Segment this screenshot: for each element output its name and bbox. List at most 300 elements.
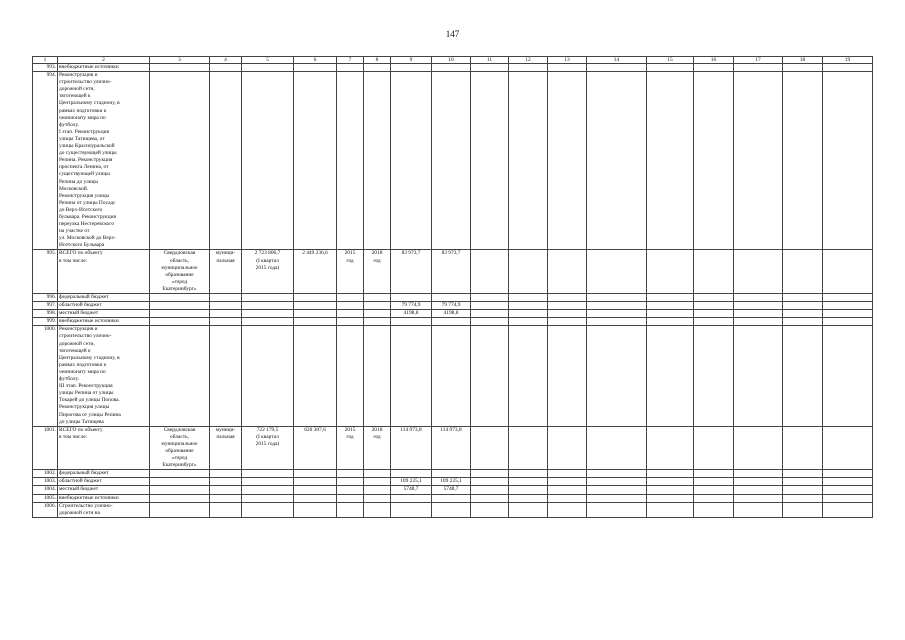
empty-cell [509,502,548,517]
empty-cell [509,494,548,502]
value-cell-c6: 620 307,6 [294,426,337,470]
value-cell-c6 [294,486,337,494]
empty-cell [587,326,647,426]
value-cell-c10 [432,502,471,517]
value-cell-c7 [337,302,364,310]
empty-cell [694,310,734,318]
empty-cell [548,318,587,326]
empty-cell [647,302,694,310]
value-cell-c5 [242,72,294,250]
empty-cell [694,502,734,517]
value-cell-c9 [391,494,432,502]
column-number-cell: 5 [242,57,294,64]
value-cell-c8 [364,470,391,478]
empty-cell [783,502,823,517]
empty-cell [734,302,783,310]
empty-cell [587,426,647,470]
value-cell-c8 [364,318,391,326]
value-cell-c5 [242,470,294,478]
value-cell-c6 [294,72,337,250]
empty-cell [471,64,509,72]
empty-cell [694,250,734,294]
empty-cell [471,326,509,426]
column-number-cell: 11 [471,57,509,64]
empty-cell [823,486,873,494]
value-cell-c6 [294,318,337,326]
empty-cell [548,250,587,294]
row-name-cell: федеральный бюджет [58,470,150,478]
row-name-cell: Реконструкция и строительство улично- дорожной сети, тяготеющей к Центральному стадиону, в рамках подготовки к чемпионату мира по футболу. III этап. Реконструкция улицы Репина от улицы Токарей до улицы Попова. Реконструкция улицы Пирогова от улицы Репина до улицы Татищева [58,326,150,426]
value-cell-c7 [337,294,364,302]
value-cell-c7 [337,502,364,517]
value-cell-c10 [432,72,471,250]
value-cell-c7 [337,486,364,494]
empty-cell [647,310,694,318]
value-cell-c3 [150,470,210,478]
value-cell-c8 [364,72,391,250]
empty-cell [823,318,873,326]
empty-cell [471,310,509,318]
row-name-cell: Реконструкция и строительство улично- дорожной сети, тяготеющей к Центральному стадиону, в рамках подготовки к чемпионату мира по футболу. I этап. Реконструкция улицы Татищева, от улицы Красноуральской до существующей улицы Репина. Реконструкция проспекта Ленина, от существующей улицы Репина до улицы Московской. Реконструкция улицы Репина от улицы Посадс до Верх-Исетского бульвара. Реконструкция переулка Нестеревского на участке от ул. Московской до Верх- Исетского Бульвара [58,72,150,250]
value-cell-c6 [294,494,337,502]
empty-cell [647,72,694,250]
value-cell-c10: 109 225,1 [432,478,471,486]
empty-cell [509,486,548,494]
value-cell-c8 [364,478,391,486]
empty-cell [509,470,548,478]
column-number-cell: 7 [337,57,364,64]
value-cell-c8 [364,302,391,310]
value-cell-c4 [210,494,242,502]
row-name-cell: внебюджетные источники [58,64,150,72]
value-cell-c4 [210,64,242,72]
value-cell-c3 [150,310,210,318]
empty-cell [783,494,823,502]
empty-cell [783,302,823,310]
value-cell-c4 [210,310,242,318]
value-cell-c9: 79 774,9 [391,302,432,310]
value-cell-c9 [391,294,432,302]
empty-cell [548,470,587,478]
empty-cell [783,426,823,470]
empty-cell [471,486,509,494]
row-name-cell: Строительство улично- дорожной сети на [58,502,150,517]
value-cell-c9: 4198,8 [391,310,432,318]
empty-cell [694,486,734,494]
value-cell-c4 [210,478,242,486]
row-number-cell: 996. [33,294,58,302]
row-number-cell: 1006. [33,502,58,517]
value-cell-c5 [242,502,294,517]
empty-cell [587,318,647,326]
value-cell-c5 [242,318,294,326]
value-cell-c8 [364,494,391,502]
value-cell-c8: 2018 год [364,250,391,294]
empty-cell [734,326,783,426]
empty-cell [823,502,873,517]
table-row [33,470,873,478]
empty-cell [823,470,873,478]
empty-cell [734,502,783,517]
empty-cell [647,326,694,426]
value-cell-c5 [242,326,294,426]
table-row [33,250,873,294]
value-cell-c10 [432,318,471,326]
value-cell-c4 [210,318,242,326]
value-cell-c8 [364,64,391,72]
value-cell-c4: муници- пальная [210,426,242,470]
value-cell-c9 [391,326,432,426]
empty-cell [587,478,647,486]
value-cell-c8 [364,326,391,426]
column-number-cell: 3 [150,57,210,64]
table-row [33,318,873,326]
empty-cell [823,310,873,318]
value-cell-c3 [150,478,210,486]
table-row [33,302,873,310]
value-cell-c5: 722 179,5 (I квартал 2015 года) [242,426,294,470]
value-cell-c4 [210,486,242,494]
empty-cell [647,318,694,326]
row-number-cell: 993. [33,64,58,72]
empty-cell [734,294,783,302]
column-number-cell: 15 [647,57,694,64]
value-cell-c4 [210,470,242,478]
value-cell-c10: 114 973,8 [432,426,471,470]
empty-cell [734,318,783,326]
column-number-cell: 8 [364,57,391,64]
empty-cell [587,470,647,478]
value-cell-c6: 2 449 236,6 [294,250,337,294]
column-number-cell: 12 [509,57,548,64]
empty-cell [694,302,734,310]
empty-cell [783,478,823,486]
empty-cell [509,250,548,294]
empty-cell [587,494,647,502]
column-number-cell: 16 [694,57,734,64]
value-cell-c9 [391,64,432,72]
row-number-cell: 995. [33,250,58,294]
empty-cell [647,470,694,478]
row-name-cell: ВСЕГО по объекту в том числе: [58,250,150,294]
value-cell-c7 [337,318,364,326]
empty-cell [509,426,548,470]
value-cell-c6 [294,502,337,517]
empty-cell [587,72,647,250]
empty-cell [694,72,734,250]
value-cell-c9: 114 973,8 [391,426,432,470]
row-number-cell: 1005. [33,494,58,502]
empty-cell [694,294,734,302]
empty-cell [509,318,548,326]
row-number-cell: 997. [33,302,58,310]
table-row [33,494,873,502]
empty-cell [509,310,548,318]
empty-cell [783,250,823,294]
table-row [33,486,873,494]
value-cell-c5 [242,294,294,302]
empty-cell [734,494,783,502]
empty-cell [647,426,694,470]
value-cell-c5: 2 723 806,7 (I квартал 2015 года) [242,250,294,294]
empty-cell [734,470,783,478]
value-cell-c9: 5748,7 [391,486,432,494]
value-cell-c6 [294,310,337,318]
empty-cell [823,494,873,502]
value-cell-c9: 109 225,1 [391,478,432,486]
value-cell-c7 [337,494,364,502]
empty-cell [509,326,548,426]
table-row [33,478,873,486]
empty-cell [694,326,734,426]
empty-cell [783,64,823,72]
empty-cell [548,494,587,502]
empty-cell [587,294,647,302]
column-number-cell: 9 [391,57,432,64]
value-cell-c7: 2015 год [337,250,364,294]
empty-cell [823,426,873,470]
empty-cell [548,302,587,310]
empty-cell [734,250,783,294]
empty-cell [548,64,587,72]
column-number-cell: 19 [823,57,873,64]
value-cell-c10 [432,326,471,426]
empty-cell [587,486,647,494]
value-cell-c8 [364,486,391,494]
empty-cell [783,326,823,426]
empty-cell [471,318,509,326]
value-cell-c5 [242,310,294,318]
empty-cell [694,494,734,502]
row-number-cell: 1002. [33,470,58,478]
value-cell-c3 [150,64,210,72]
empty-cell [694,470,734,478]
empty-cell [783,470,823,478]
empty-cell [734,72,783,250]
empty-cell [471,302,509,310]
value-cell-c3 [150,302,210,310]
column-number-cell: 17 [734,57,783,64]
value-cell-c4 [210,294,242,302]
empty-cell [823,64,873,72]
empty-cell [548,72,587,250]
value-cell-c7 [337,72,364,250]
row-number-cell: 994. [33,72,58,250]
empty-cell [471,294,509,302]
value-cell-c10 [432,470,471,478]
empty-cell [509,64,548,72]
empty-cell [587,302,647,310]
value-cell-c3 [150,502,210,517]
column-number-cell: 13 [548,57,587,64]
value-cell-c9 [391,318,432,326]
empty-cell [694,318,734,326]
table-row [33,72,873,250]
empty-cell [471,72,509,250]
value-cell-c4 [210,72,242,250]
empty-cell [548,502,587,517]
empty-cell [823,302,873,310]
empty-cell [471,502,509,517]
value-cell-c8 [364,502,391,517]
value-cell-c6 [294,326,337,426]
column-number-header [33,57,873,64]
empty-cell [783,318,823,326]
empty-cell [694,478,734,486]
empty-cell [548,486,587,494]
empty-cell [823,478,873,486]
value-cell-c5 [242,64,294,72]
empty-cell [471,470,509,478]
empty-cell [734,310,783,318]
empty-cell [647,64,694,72]
value-cell-c3: Свердловская область, муниципальное образование «город Екатеринбург» [150,250,210,294]
empty-cell [734,426,783,470]
empty-cell [783,310,823,318]
row-number-cell: 1001. [33,426,58,470]
row-name-cell: внебюджетные источники [58,494,150,502]
value-cell-c5 [242,302,294,310]
empty-cell [471,494,509,502]
value-cell-c6 [294,478,337,486]
table-row [33,326,873,426]
value-cell-c10: 79 774,9 [432,302,471,310]
value-cell-c5 [242,478,294,486]
value-cell-c9 [391,502,432,517]
row-number-cell: 1004. [33,486,58,494]
value-cell-c9 [391,72,432,250]
value-cell-c10 [432,494,471,502]
empty-cell [734,478,783,486]
empty-cell [548,294,587,302]
empty-cell [823,294,873,302]
empty-cell [647,478,694,486]
empty-cell [823,326,873,426]
empty-cell [548,426,587,470]
value-cell-c10 [432,294,471,302]
empty-cell [734,64,783,72]
row-name-cell: областной бюджет [58,478,150,486]
value-cell-c3 [150,326,210,426]
empty-cell [694,426,734,470]
value-cell-c7 [337,326,364,426]
table-row [33,294,873,302]
value-cell-c6 [294,470,337,478]
value-cell-c9: 83 973,7 [391,250,432,294]
value-cell-c5 [242,494,294,502]
empty-cell [509,294,548,302]
empty-cell [694,64,734,72]
value-cell-c5 [242,486,294,494]
row-number-cell: 999. [33,318,58,326]
row-number-cell: 1000. [33,326,58,426]
empty-cell [548,310,587,318]
row-name-cell: областной бюджет [58,302,150,310]
empty-cell [587,310,647,318]
empty-cell [471,478,509,486]
column-number-cell: 14 [587,57,647,64]
empty-cell [823,250,873,294]
value-cell-c10 [432,64,471,72]
value-cell-c3 [150,318,210,326]
empty-cell [587,250,647,294]
row-name-cell: ВСЕГО по объекту в том числе: [58,426,150,470]
empty-cell [587,502,647,517]
column-number-cell: 1 [33,57,58,64]
empty-cell [587,64,647,72]
value-cell-c4: муници- пальная [210,250,242,294]
column-number-cell: 10 [432,57,471,64]
empty-cell [734,486,783,494]
value-cell-c3 [150,494,210,502]
empty-cell [509,302,548,310]
page-number: 147 [445,29,460,39]
empty-cell [548,478,587,486]
value-cell-c10: 5748,7 [432,486,471,494]
value-cell-c9 [391,470,432,478]
value-cell-c4 [210,502,242,517]
value-cell-c4 [210,302,242,310]
empty-cell [647,486,694,494]
column-number-cell: 2 [58,57,150,64]
empty-cell [647,294,694,302]
value-cell-c3 [150,72,210,250]
value-cell-c7 [337,310,364,318]
value-cell-c10: 4198,8 [432,310,471,318]
value-cell-c6 [294,294,337,302]
empty-cell [783,72,823,250]
value-cell-c6 [294,302,337,310]
table-row [33,64,873,72]
empty-cell [647,502,694,517]
value-cell-c8: 2018 год [364,426,391,470]
table-row [33,310,873,318]
value-cell-c7 [337,470,364,478]
row-number-cell: 998. [33,310,58,318]
empty-cell [509,72,548,250]
empty-cell [783,486,823,494]
investment-table [32,56,873,518]
value-cell-c10: 83 973,7 [432,250,471,294]
empty-cell [823,72,873,250]
row-number-cell: 1003. [33,478,58,486]
empty-cell [471,426,509,470]
value-cell-c3 [150,294,210,302]
value-cell-c7 [337,64,364,72]
value-cell-c7 [337,478,364,486]
table-row [33,502,873,517]
column-number-cell: 18 [783,57,823,64]
value-cell-c8 [364,294,391,302]
value-cell-c6 [294,64,337,72]
column-number-cell: 6 [294,57,337,64]
empty-cell [647,250,694,294]
empty-cell [783,294,823,302]
value-cell-c3 [150,486,210,494]
value-cell-c4 [210,326,242,426]
empty-cell [471,250,509,294]
empty-cell [647,494,694,502]
empty-cell [548,326,587,426]
value-cell-c3: Свердловская область, муниципальное образование «город Екатеринбург» [150,426,210,470]
row-name-cell: местный бюджет [58,486,150,494]
empty-cell [509,478,548,486]
value-cell-c7: 2015 год [337,426,364,470]
row-name-cell: внебюджетные источники [58,318,150,326]
row-name-cell: местный бюджет [58,310,150,318]
column-number-cell: 4 [210,57,242,64]
table-row [33,426,873,470]
